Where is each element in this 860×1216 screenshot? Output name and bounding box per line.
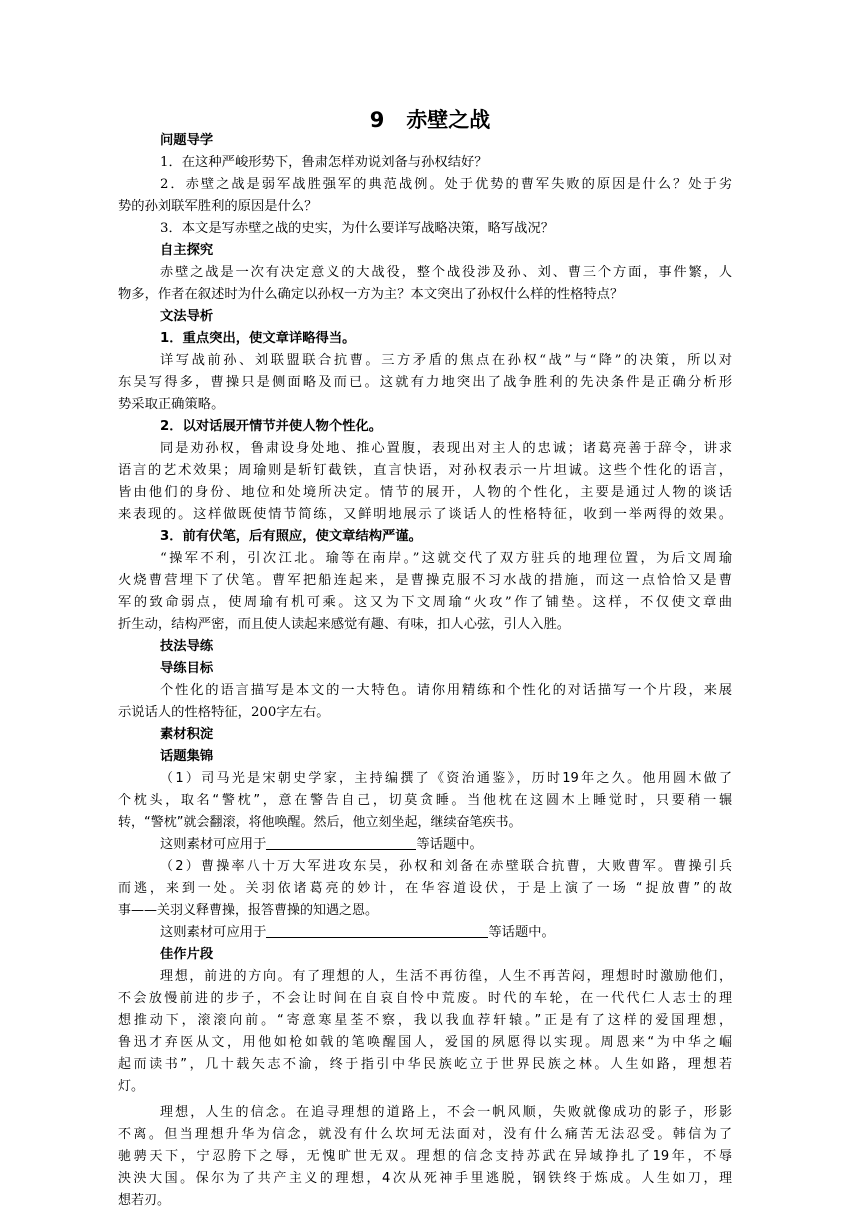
practice-goal-heading: 导练目标 <box>160 661 214 676</box>
excerpt-2-line-4: 泱泱大国。保尔为了共产主义的理想，4次从死神手里逃脱，钢铁终于炼成。人生如刀，理 <box>118 1171 732 1186</box>
excerpt-1-line-3: 想推动下，滚滚向前。“寄意寒星荃不察，我以我血荐轩辕。”正是有了这样的爱国理想， <box>118 1013 732 1028</box>
excerpt-1-line-4: 鲁迅才弃医从文，用他如枪如戟的笔唤醒国人，爱国的夙愿得以实现。周恩来“为中华之崛 <box>118 1035 732 1050</box>
material-2-line-1: （2）曹操率八十万大军进攻东吴，孙权和刘备在赤壁联合抗曹，大败曹军。曹操引兵 <box>160 859 732 874</box>
section-heading-practice: 技法导练 <box>160 639 214 654</box>
material-2-line-2: 而逃，来到一处。关羽依诸葛亮的妙计，在华容道设伏，于是上演了一场 “捉放曹”的故 <box>118 881 732 896</box>
prompt-text: 这则素材可应用于 <box>160 925 267 940</box>
practice-goal-line-1: 个性化的语言描写是本文的一大特色。请你用精练和个性化的对话描写一个片段，来展 <box>160 683 732 698</box>
material-2-prompt <box>160 922 774 944</box>
material-2-line-3: 事——关羽义释曹操，报答曹操的知遇之恩。 <box>118 903 379 918</box>
excerpt-2-line-5: 想若刃。 <box>118 1193 171 1208</box>
point-2-text-line-4: 来表现的。这样做既使情节简练，又鲜明地展示了谈话人的性格特征，收到一举两得的效果。 <box>118 507 732 522</box>
prompt-suffix: 等话题中。 <box>416 837 483 852</box>
point-2-text-line-2: 语言的艺术效果；周瑜则是斩钉截铁，直言快语，对孙权表示一片坦诚。这些个性化的语言， <box>118 463 732 478</box>
point-2-text-line-3: 皆由他们的身份、地位和处境所决定。情节的展开，人物的个性化，主要是通过人物的谈话 <box>118 485 732 500</box>
material-1-prompt <box>160 834 774 856</box>
self-study-line-2: 物多，作者在叙述时为什么确定以孙权一方为主？本文突出了孙权什么样的性格特点？ <box>118 287 624 302</box>
section-heading-materials: 素材积淀 <box>160 727 214 742</box>
point-1-heading: 1．重点突出，使文章详略得当。 <box>160 331 356 346</box>
point-1-text-line-1: 详写战前孙、刘联盟联合抗曹。三方矛盾的焦点在孙权“战”与“降”的决策，所以对 <box>160 353 732 368</box>
section-heading-questions: 问题导学 <box>160 133 214 148</box>
point-1-text-line-2: 东吴写得多，曹操只是侧面略及而已。这就有力地突出了战争胜利的先决条件是正确分析形 <box>118 375 732 390</box>
question-3: 3．本文是写赤壁之战的史实，为什么要详写战略决策，略写战况？ <box>160 221 555 236</box>
point-3-text-line-1: “操军不利，引次江北。瑜等在南岸。”这就交代了双方驻兵的地理位置，为后文周瑜 <box>160 551 732 566</box>
lesson-number: 9 <box>369 108 385 132</box>
excellent-excerpt-heading: 佳作片段 <box>160 947 214 962</box>
excerpt-2-line-3: 驰骋天下，宁忍胯下之辱，无愧旷世无双。理想的信念支持苏武在异域挣扎了19年，不辱 <box>118 1149 732 1164</box>
prompt-text: 这则素材可应用于 <box>160 837 267 852</box>
prompt-suffix: 等话题中。 <box>488 925 555 940</box>
excerpt-1-line-6: 灯。 <box>118 1079 145 1094</box>
excerpt-1-line-2: 不会放慢前进的步子，不会让时间在自哀自怜中荒废。时代的车轮，在一代代仁人志士的理 <box>118 991 732 1006</box>
point-1-text-line-3: 势采取正确策略。 <box>118 397 225 412</box>
point-3-text-line-3: 军的致命弱点，使周瑜有机可乘。这又为下文周瑜“火攻”作了铺垫。这样，不仅使文章曲 <box>118 595 732 610</box>
answer-blank-2[interactable] <box>266 923 488 938</box>
point-3-text-line-4: 折生动，结构严密，而且使人读起来感觉有趣、有味，扣人心弦，引人入胜。 <box>118 617 571 632</box>
material-1-line-3: 转，“警枕”就会翻滚，将他唤醒。然后，他立刻坐起，继续奋笔疾书。 <box>118 815 522 830</box>
point-3-text-line-2: 火烧曹营埋下了伏笔。曹军把船连起来，是曹操克服不习水战的措施，而这一点恰恰又是曹 <box>118 573 732 588</box>
lesson-title: 赤壁之战 <box>406 108 491 132</box>
excerpt-1-line-5: 起而读书”，几十载矢志不渝，终于指引中华民族屹立于世界民族之林。人生如路，理想若 <box>118 1057 732 1072</box>
excerpt-2-line-1: 理想，人生的信念。在追寻理想的道路上，不会一帆风顺，失败就像成功的影子，形影 <box>160 1105 732 1120</box>
excerpt-1-line-1: 理想，前进的方向。有了理想的人，生活不再彷徨，人生不再苦闷，理想时时激励他们， <box>160 969 732 984</box>
topic-collection-heading: 话题集锦 <box>160 749 214 764</box>
section-heading-writing-analysis: 文法导析 <box>160 309 214 324</box>
practice-goal-line-2: 示说话人的性格特征，200字左右。 <box>118 705 330 720</box>
answer-blank-1[interactable] <box>266 835 416 850</box>
question-2-line-2: 势的孙刘联军胜利的原因是什么？ <box>118 199 318 214</box>
excerpt-2-line-2: 不离。但当理想升华为信念，就没有什么坎坷无法面对，没有什么痛苦无法忍受。韩信为了 <box>118 1127 732 1142</box>
point-2-text-line-1: 同是劝孙权，鲁肃设身处地、推心置腹，表现出对主人的忠诚；诸葛亮善于辞令，讲求 <box>160 441 732 456</box>
question-2-line-1: 2．赤壁之战是弱军战胜强军的典范战例。处于优势的曹军失败的原因是什么？处于劣 <box>160 177 732 192</box>
material-1-line-1: （1）司马光是宋朝史学家，主持编撰了《资治通鉴》，历时19年之久。他用圆木做了 <box>160 771 732 786</box>
point-2-heading: 2．以对话展开情节并使人物个性化。 <box>160 419 383 434</box>
self-study-line-1: 赤壁之战是一次有决定意义的大战役，整个战役涉及孙、刘、曹三个方面，事件繁，人 <box>160 265 732 280</box>
point-3-heading: 3．前有伏笔，后有照应，使文章结构严谨。 <box>160 529 422 544</box>
question-1: 1．在这种严峻形势下，鲁肃怎样劝说刘备与孙权结好？ <box>160 155 488 170</box>
section-heading-self-study: 自主探究 <box>160 243 214 258</box>
material-1-line-2: 个枕头，取名“警枕”，意在警告自己，切莫贪睡。当他枕在这圆木上睡觉时，只要稍一辗 <box>118 793 732 808</box>
